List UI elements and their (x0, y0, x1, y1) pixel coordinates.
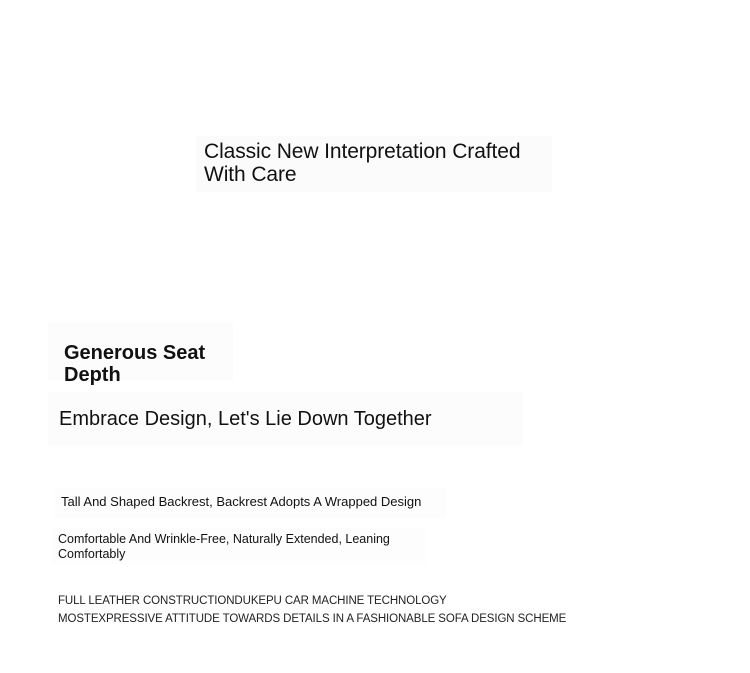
backrest-description: Tall And Shaped Backrest, Backrest Adopts A Wrapped Design (54, 488, 446, 518)
feature-line-leather: FULL LEATHER CONSTRUCTIONDUKEPU CAR MACHINE TECHNOLOGY (58, 595, 447, 607)
seat-depth-heading: Generous Seat Depth (48, 322, 233, 380)
wrinkle-free-description: Comfortable And Wrinkle-Free, Naturally Extended, Leaning Comfortably (52, 528, 426, 564)
headline: Classic New Interpretation Crafted With Care (196, 136, 552, 192)
feature-list (58, 592, 618, 628)
feature-line-details: MOSTEXPRESSIVE ATTITUDE TOWARDS DETAILS IN A FASHIONABLE SOFA DESIGN SCHEME (58, 613, 567, 625)
embrace-design-heading: Embrace Design, Let's Lie Down Together (48, 392, 523, 446)
